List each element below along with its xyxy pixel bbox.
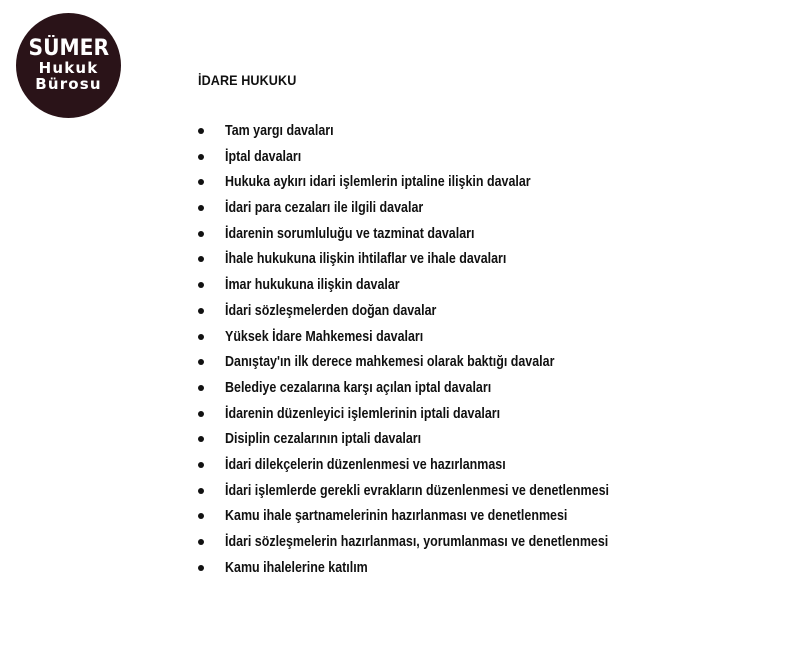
bullet-icon — [198, 231, 204, 237]
bullet-icon — [198, 385, 204, 391]
list-item-text: Kamu ihalelerine katılım — [225, 559, 368, 576]
list-item-text: İdari para cezaları ile ilgili davalar — [225, 200, 424, 217]
list-item-text: Tam yargı davaları — [225, 123, 334, 139]
bullet-icon — [198, 462, 204, 468]
list-item-text: Kamu ihale şartnamelerinin hazırlanması ve denetlenmesi — [225, 508, 568, 525]
list-item-text: İhale hukukuna ilişkin ihtilaflar ve ihale davaları — [225, 251, 507, 268]
bullet-icon — [198, 436, 204, 442]
list-item-text: Hukuka aykırı idari işlemlerin iptaline ilişkin davalar — [225, 174, 531, 191]
list-item-text: Belediye cezalarına karşı açılan iptal davaları — [225, 379, 492, 396]
bullet-icon — [198, 256, 204, 262]
bullet-icon — [198, 513, 204, 519]
bullet-icon — [198, 179, 204, 185]
list-item-text: İdarenin düzenleyici işlemlerinin iptali davaları — [225, 405, 501, 422]
bullet-icon — [198, 411, 204, 417]
bullet-icon — [198, 488, 204, 494]
practice-area-section — [198, 70, 778, 576]
bullet-icon — [198, 334, 204, 340]
list-item-text: İdari işlemlerde gerekli evrakların düzenlenmesi ve denetlenmesi — [225, 482, 609, 499]
bullet-icon — [198, 282, 204, 288]
list-item-text: Danıştay'ın ilk derece mahkemesi olarak baktığı davalar — [225, 354, 555, 371]
list-item-text: Disiplin cezalarının iptali davaları — [225, 431, 422, 448]
list-item-text: İptal davaları — [225, 148, 302, 165]
bullet-icon — [198, 308, 204, 314]
logo-text-hukuk: Hukuk — [38, 59, 99, 78]
section-title: İDARE HUKUKU — [198, 72, 297, 88]
brand-logo[interactable] — [16, 13, 121, 118]
list-item-text: İdari sözleşmelerden doğan davalar — [225, 302, 437, 319]
bullet-icon — [198, 565, 204, 571]
bullet-icon — [198, 128, 204, 134]
list-item-text: İdari dilekçelerin düzenlenmesi ve hazırlanması — [225, 456, 506, 473]
bullet-icon — [198, 154, 204, 160]
logo-text-sumer: SÜMER — [28, 36, 109, 62]
list-item-text: İmar hukukuna ilişkin davalar — [225, 277, 400, 294]
logo-text-burosu: Bürosu — [35, 75, 102, 93]
list-item-text: İdarenin sorumluluğu ve tazminat davaları — [225, 225, 475, 242]
bullet-icon — [198, 359, 204, 365]
bullet-icon — [198, 205, 204, 211]
list-item-text: Yüksek İdare Mahkemesi davaları — [225, 328, 424, 345]
bullet-icon — [198, 539, 204, 545]
list-item-text: İdari sözleşmelerin hazırlanması, yorumlanması ve denetlenmesi — [225, 534, 609, 550]
